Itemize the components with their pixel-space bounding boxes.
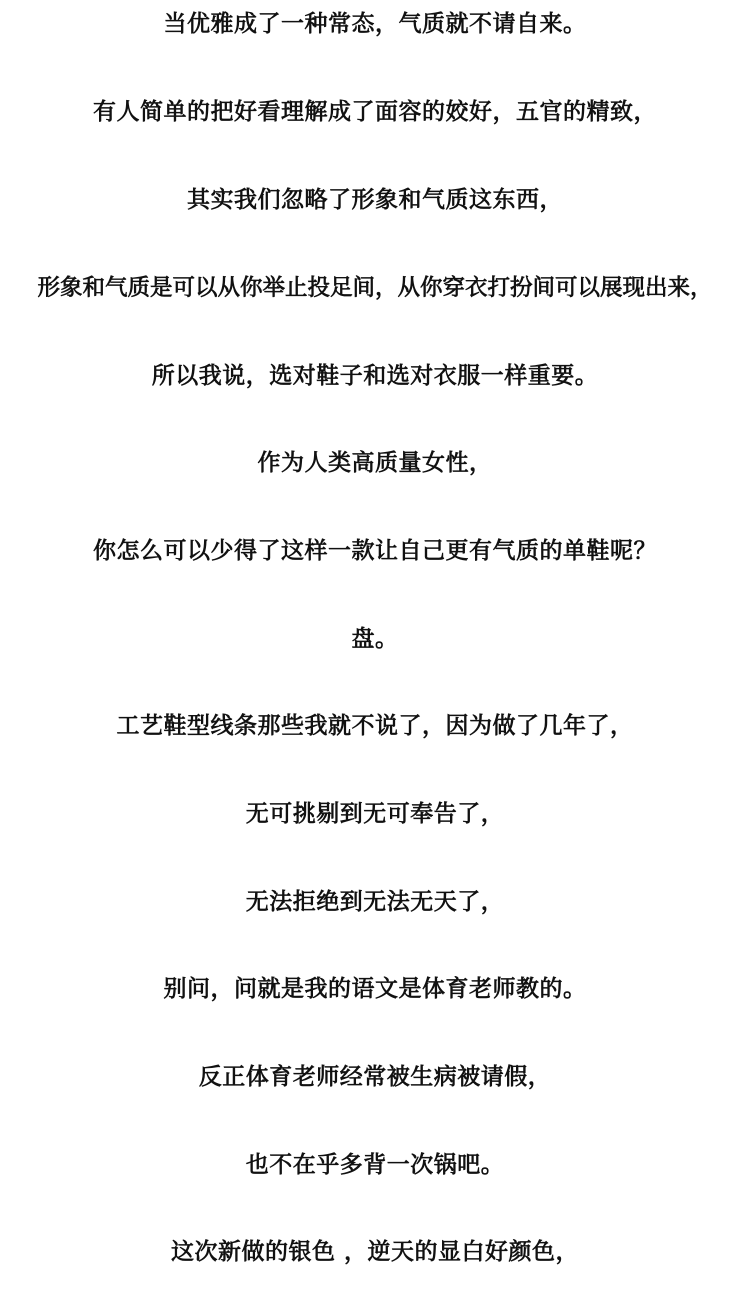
text-line: 无法拒绝到无法无天了， <box>245 889 505 915</box>
text-line: 也不在乎多背一次锅吧。 <box>245 1152 505 1178</box>
text-line: 有人简单的把好看理解成了面容的姣好，五官的精致， <box>93 99 657 125</box>
text-line: 工艺鞋型线条那些我就不说了，因为做了几年了， <box>116 713 634 739</box>
text-line: 反正体育老师经常被生病被请假， <box>198 1064 552 1090</box>
text-line: 你怎么可以少得了这样一款让自己更有气质的单鞋呢？ <box>93 538 657 564</box>
text-line: 盘。 <box>351 626 399 652</box>
text-line: 无可挑剔到无可奉告了， <box>245 801 505 827</box>
text-line: 作为人类高质量女性， <box>257 450 493 476</box>
text-line: 这次新做的银色 ，逆天的显白好颜色， <box>170 1239 579 1265</box>
text-line: 形象和气质是可以从你举止投足间，从你穿衣打扮间可以展现出来， <box>37 275 713 301</box>
text-line: 所以我说，选对鞋子和选对衣服一样重要。 <box>151 363 599 389</box>
text-line: 别问，问就是我的语文是体育老师教的。 <box>163 976 587 1002</box>
text-line: 当优雅成了一种常态，气质就不请自来。 <box>163 11 587 37</box>
text-line: 其实我们忽略了形象和气质这东西， <box>187 187 563 213</box>
